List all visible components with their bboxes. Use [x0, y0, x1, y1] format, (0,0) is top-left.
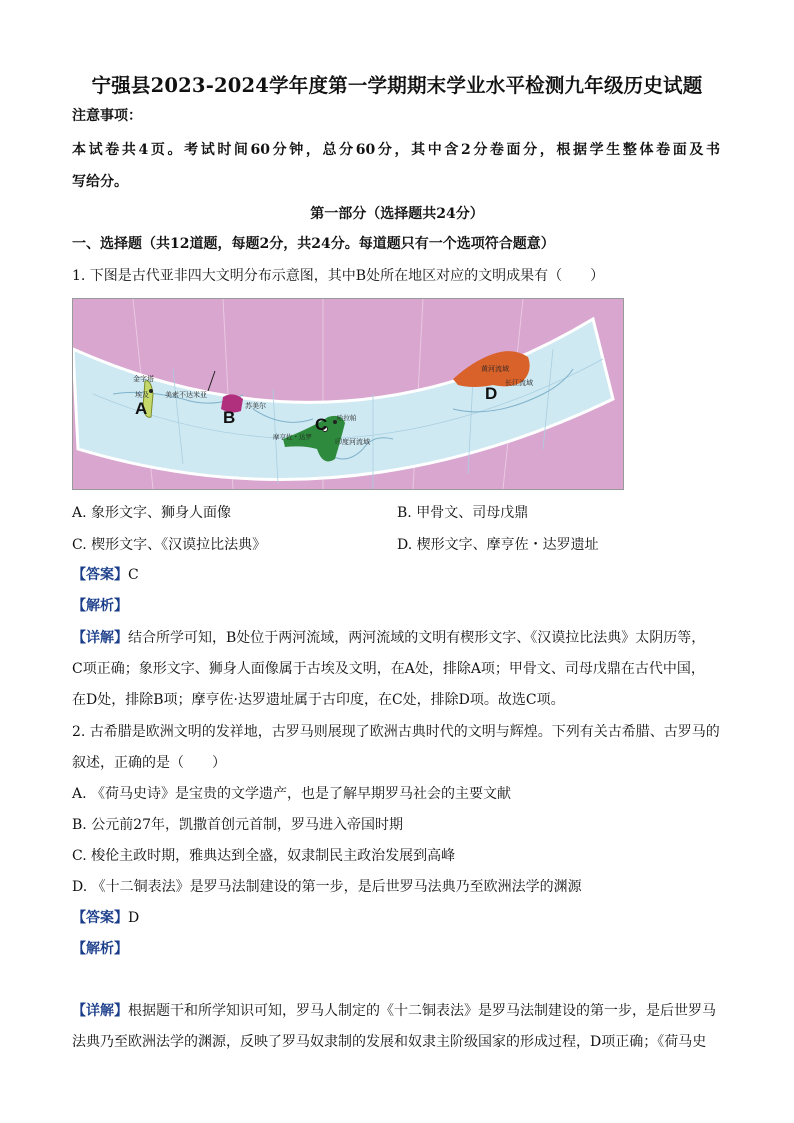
map-svg	[73, 299, 623, 489]
q1-option-c: C. 楔形文字、《汉谟拉比法典》	[72, 537, 267, 553]
label-b: B	[223, 408, 236, 427]
label-egypt: 埃及	[135, 391, 149, 399]
label-pyramid: 金字塔	[133, 375, 154, 383]
q2-stem-line-1: 2. 古希腊是欧洲文明的发祥地，古罗马则展现了欧洲古典时代的文明与辉煌。下列有关古希腊、古罗马的	[72, 724, 720, 740]
q2-detail-tag: 【详解】	[72, 1003, 128, 1019]
ancient-civilizations-map	[72, 298, 624, 490]
q2-detail-line-1	[72, 1001, 716, 1021]
notice-line-1: 本试卷共4页。考试时间60分钟，总分60分，其中含2分卷面分，根据学生整体卷面及书	[72, 142, 720, 158]
section-heading: 一、选择题（共12道题，每题2分，共24分。每道题只有一个选项符合题意）	[72, 236, 555, 252]
q1-detail-line-2: C项正确；象形文字、狮身人面像属于古埃及文明，在A处，排除A项；甲骨文、司母戊鼎在古代中国，	[72, 661, 705, 677]
label-harappa: 哈拉帕	[337, 414, 357, 422]
q2-stem-line-2: 叙述，正确的是（ ）	[72, 755, 226, 771]
label-a: A	[135, 399, 148, 418]
q1-detail-tag: 【详解】	[72, 630, 128, 646]
q2-detail-text-1: 根据题干和所学知识可知，罗马人制定的《十二铜表法》是罗马法制建设的第一步，是后世罗马	[128, 1003, 716, 1019]
label-yangtze: 长江流域	[505, 379, 533, 387]
label-mohenjo: 摩亨佐・达罗	[273, 433, 312, 441]
q1-detail-line-3: 在D处，排除B项；摩亨佐·达罗遗址属于古印度，在C处，排除D项。故选C项。	[72, 692, 565, 708]
q2-option-d: D. 《十二铜表法》是罗马法制建设的第一步，是后世罗马法典乃至欧洲法学的渊源	[72, 879, 582, 895]
q1-option-a: A. 象形文字、狮身人面像	[72, 505, 232, 521]
q1-option-d: D. 楔形文字、摩亨佐・达罗遗址	[397, 537, 599, 553]
label-mesopotamia: 美索不达米亚	[165, 391, 207, 399]
q2-option-b: B. 公元前27年，凯撒首创元首制，罗马进入帝国时期	[72, 817, 404, 833]
q2-answer: D	[128, 910, 140, 926]
q1-analysis-tag: 【解析】	[72, 598, 128, 614]
map-arrow	[208, 371, 215, 391]
label-indus: 印度河流域	[335, 438, 370, 446]
q2-option-c: C. 梭伦主政时期，雅典达到全盛，奴隶制民主政治发展到高峰	[72, 848, 456, 864]
q2-analysis-tag: 【解析】	[72, 941, 128, 957]
q1-detail-line-1	[72, 628, 705, 648]
q2-option-a: A. 《荷马史诗》是宝贵的文学遗产，也是了解早期罗马社会的主要文献	[72, 786, 512, 802]
label-d: D	[485, 384, 498, 403]
q2-answer-tag: 【答案】	[72, 910, 128, 926]
label-sumer: 苏美尔	[245, 402, 266, 410]
q1-answer: C	[128, 567, 139, 583]
q1-answer-tag: 【答案】	[72, 567, 128, 583]
part-heading: 第一部分（选择题共24分）	[310, 206, 484, 222]
notice-heading: 注意事项：	[72, 108, 142, 124]
q1-stem: 1. 下图是古代亚非四大文明分布示意图，其中B处所在地区对应的文明成果有（ ）	[72, 268, 605, 284]
label-yellow-river: 黄河流域	[481, 365, 509, 373]
exam-title: 宁强县2023-2024学年度第一学期期末学业水平检测九年级历史试题	[91, 74, 703, 97]
notice-line-2: 写给分。	[72, 174, 128, 190]
q1-answer-line	[72, 565, 139, 585]
dot-egypt	[149, 389, 153, 393]
q2-analysis-line	[72, 939, 128, 959]
q2-detail-line-2: 法典乃至欧洲法学的渊源，反映了罗马奴隶制的发展和奴隶主阶级国家的形成过程，D项正确；《荷马史	[72, 1034, 707, 1050]
q2-answer-line	[72, 908, 139, 928]
q1-detail-text-1: 结合所学可知，B处位于两河流域，两河流域的文明有楔形文字、《汉谟拉比法典》太阴历等，	[128, 630, 706, 646]
label-c: C	[315, 415, 328, 434]
q1-option-b: B. 甲骨文、司母戊鼎	[397, 505, 529, 521]
q1-analysis-line	[72, 596, 128, 616]
